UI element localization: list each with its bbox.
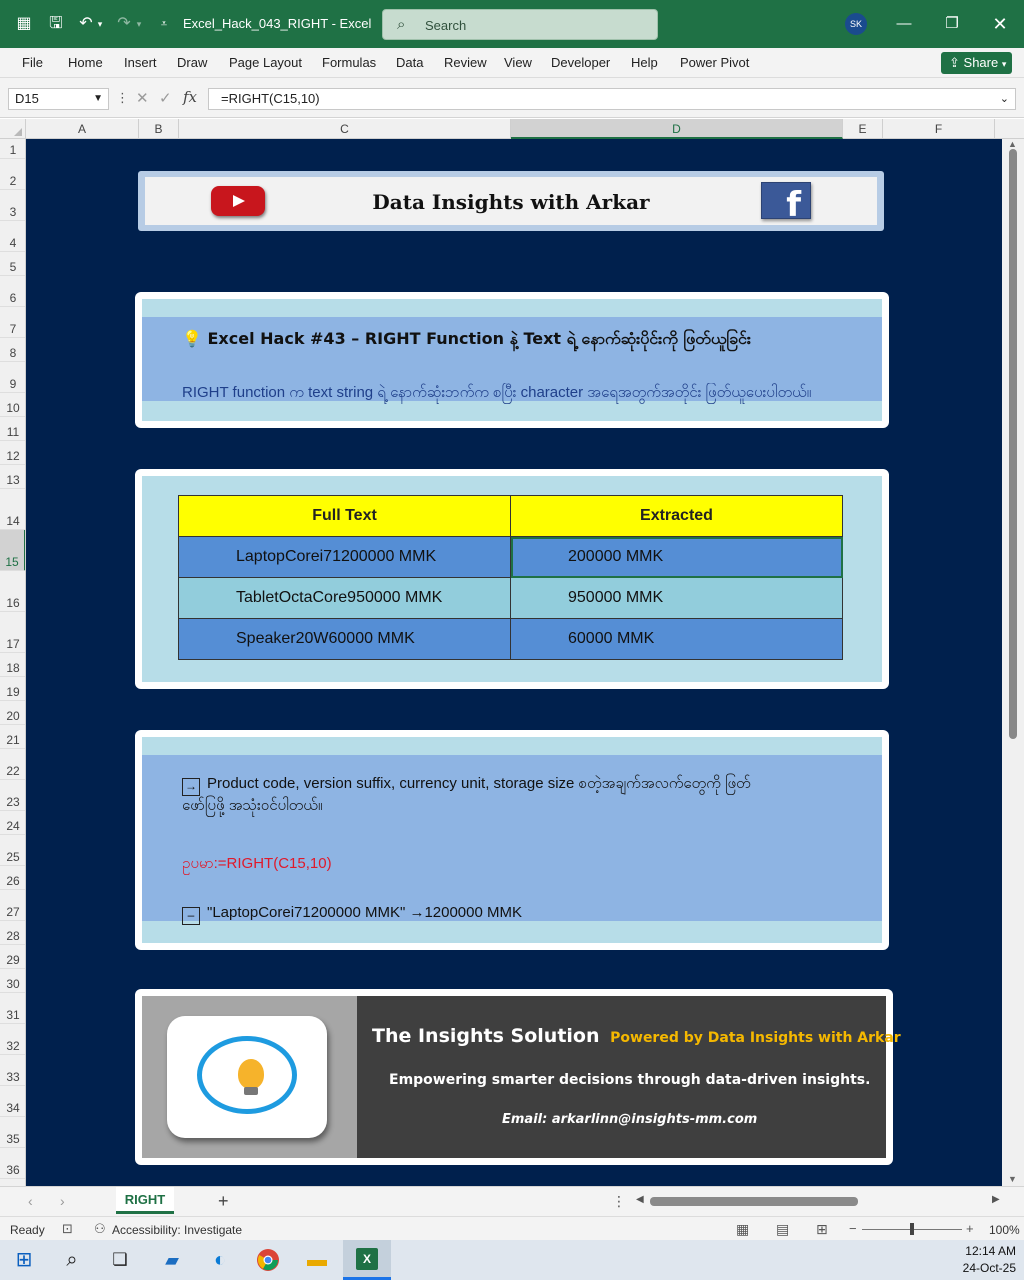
extracted-cell[interactable]: 950000 MMK: [511, 578, 843, 619]
horizontal-scroll-thumb[interactable]: [650, 1197, 858, 1206]
row-header-28[interactable]: 28: [0, 921, 26, 945]
tab-insert[interactable]: Insert: [124, 55, 157, 70]
lightbulb-logo-icon: [197, 1036, 297, 1114]
select-all-corner[interactable]: [0, 119, 26, 139]
title-bar: [0, 0, 1024, 48]
hack-title: [182, 328, 751, 352]
usage-result-text: "LaptopCorei71200000 MMK" →1200000 MMK: [207, 904, 522, 921]
share-button[interactable]: [941, 52, 1012, 74]
usage-text: Product code, version suffix, currency unit, storage size စတဲ့အချက်အလက်တွေကို ဖြတ်ဖော်ပြဖို့ အသုံးဝင်ပါတယ်။: [182, 775, 751, 814]
header-extracted[interactable]: Extracted: [511, 496, 843, 537]
tab-file[interactable]: File: [22, 55, 43, 70]
hack-card-inner: [142, 299, 882, 421]
tab-view[interactable]: View: [504, 55, 532, 70]
row-header-17[interactable]: 17: [0, 612, 26, 653]
footer-company-name: The Insights Solution: [372, 1025, 600, 1047]
row-header-2[interactable]: 2: [0, 159, 26, 190]
full-text-cell[interactable]: TabletOctaCore950000 MMK: [179, 578, 511, 619]
row-header-27[interactable]: 27: [0, 890, 26, 921]
full-text-cell[interactable]: LaptopCorei71200000 MMK: [179, 537, 511, 578]
row-header-34[interactable]: 34: [0, 1086, 26, 1117]
row-header-21[interactable]: 21: [0, 725, 26, 749]
row-header-31[interactable]: 31: [0, 993, 26, 1024]
file-manager-icon[interactable]: ▰: [165, 1250, 179, 1270]
excel-logo-icon: ▦: [16, 15, 32, 32]
share-label: Share: [963, 55, 999, 70]
row-header-3[interactable]: 3: [0, 190, 26, 221]
hack-description: RIGHT function က text string ရဲ့ နောက်ဆုံးဘက်က စပြီး character အရေအတွက်အတိုင်း ဖြတ်ယူပေးပါတယ်။: [182, 384, 812, 401]
table-row: [179, 619, 843, 660]
accessibility-status[interactable]: Accessibility: Investigate: [112, 1223, 243, 1237]
redo-dropdown-icon[interactable]: ▾: [136, 19, 142, 29]
formula-input[interactable]: [208, 88, 1016, 110]
clock-date: 24-Oct-25: [962, 1261, 1016, 1275]
row-header-12[interactable]: 12: [0, 441, 26, 465]
bulb-base: [244, 1087, 258, 1095]
worksheet[interactable]: [26, 139, 1002, 1186]
share-icon: ⇪: [949, 55, 960, 70]
windows-start-icon[interactable]: ⊞: [15, 1249, 33, 1271]
status-ready: Ready: [10, 1223, 45, 1237]
table-header-row: [179, 496, 843, 537]
column-headers: [0, 119, 1024, 139]
row-header-15[interactable]: 15: [0, 530, 26, 571]
row-header-23[interactable]: 23: [0, 780, 26, 811]
system-clock[interactable]: [963, 1243, 1016, 1277]
table-row: [179, 537, 843, 578]
row-header-7[interactable]: 7: [0, 307, 26, 338]
table-row: [179, 578, 843, 619]
tab-review[interactable]: Review: [444, 55, 487, 70]
row-header-29[interactable]: 29: [0, 945, 26, 969]
tab-draw[interactable]: Draw: [177, 55, 208, 70]
redo-icon[interactable]: ↷: [117, 15, 131, 32]
minimize-button[interactable]: —: [896, 15, 912, 32]
edge-browser-icon[interactable]: ◐: [213, 1249, 227, 1271]
vertical-scroll-thumb[interactable]: [1009, 149, 1017, 739]
row-header-32[interactable]: 32: [0, 1024, 26, 1055]
usage-example: ဥပမာ:=RIGHT(C15,10): [182, 855, 332, 872]
tab-formulas[interactable]: Formulas: [322, 55, 377, 70]
name-box[interactable]: [8, 88, 109, 110]
tab-power-pivot[interactable]: Power Pivot: [680, 55, 750, 70]
arrow-box-icon: →: [182, 778, 200, 796]
row-header-35[interactable]: 35: [0, 1117, 26, 1148]
bulb-shape: [238, 1059, 264, 1089]
share-caret-icon: ▾: [1001, 59, 1007, 69]
footer-company: [372, 1025, 901, 1047]
banner-inner: [145, 177, 877, 225]
sheet-tab-bar: [0, 1186, 1024, 1216]
cancel-icon[interactable]: ✕: [136, 90, 149, 107]
zoom-slider-thumb[interactable]: [910, 1223, 914, 1235]
example-table-card-inner: [142, 476, 882, 682]
row-header-26[interactable]: 26: [0, 866, 26, 890]
taskbar-search-icon[interactable]: ⌕: [66, 1249, 78, 1271]
row-header-6[interactable]: 6: [0, 276, 26, 307]
row-header-13[interactable]: 13: [0, 465, 26, 489]
header-banner: [138, 171, 884, 231]
column-header-f[interactable]: F: [883, 119, 995, 139]
extracted-cell[interactable]: 200000 MMK: [511, 537, 843, 578]
accessibility-icon[interactable]: ⚇: [94, 1221, 106, 1236]
undo-icon[interactable]: ↶: [79, 15, 93, 32]
column-header-e[interactable]: E: [843, 119, 883, 139]
document-title: Excel_Hack_043_RIGHT - Excel: [183, 16, 372, 31]
tab-data[interactable]: Data: [396, 55, 424, 70]
dash-box-icon: –: [182, 907, 200, 925]
sheet-tab-right[interactable]: RIGHT: [116, 1187, 174, 1214]
row-header-9[interactable]: 9: [0, 362, 26, 393]
customize-toolbar-icon[interactable]: ⩡: [160, 18, 168, 30]
enter-icon[interactable]: ✓: [159, 90, 172, 107]
normal-view-icon[interactable]: ▦: [736, 1221, 750, 1237]
full-text-cell[interactable]: Speaker20W60000 MMK: [179, 619, 511, 660]
row-header-1[interactable]: 1: [0, 139, 26, 159]
scroll-up-icon[interactable]: ▲: [1008, 139, 1017, 149]
facebook-icon[interactable]: f: [761, 182, 811, 219]
column-header-a[interactable]: A: [26, 119, 139, 139]
scroll-down-icon[interactable]: ▼: [1008, 1174, 1017, 1184]
footer-card: [135, 989, 901, 1165]
undo-dropdown-icon[interactable]: ▾: [97, 19, 103, 29]
vertical-scrollbar[interactable]: [1002, 139, 1024, 1186]
chrome-icon[interactable]: [254, 1246, 282, 1274]
header-full-text[interactable]: Full Text: [179, 496, 511, 537]
ribbon-tabs: [0, 48, 1024, 78]
close-button[interactable]: ✕: [992, 14, 1008, 34]
footer-logo-panel: [142, 996, 357, 1158]
insert-function-icon[interactable]: fx: [183, 88, 198, 106]
zoom-level[interactable]: 100%: [989, 1223, 1020, 1237]
row-header-4[interactable]: 4: [0, 221, 26, 252]
user-avatar[interactable]: SK: [845, 13, 867, 35]
row-header-33[interactable]: 33: [0, 1055, 26, 1086]
row-headers: [0, 139, 26, 1186]
row-header-10[interactable]: 10: [0, 393, 26, 417]
footer-text-panel: [357, 996, 901, 1158]
chevron-down-icon: ▼: [93, 93, 103, 104]
row-header-24[interactable]: 24: [0, 811, 26, 835]
excel-app-icon: X: [356, 1248, 378, 1270]
page-layout-view-icon[interactable]: ▤: [776, 1221, 790, 1237]
tab-developer[interactable]: Developer: [551, 55, 611, 70]
row-header-16[interactable]: 16: [0, 571, 26, 612]
search-icon: ⌕: [397, 16, 406, 33]
formula-text: =RIGHT(C15,10): [221, 91, 320, 106]
more-options-icon[interactable]: ⋮: [116, 90, 129, 105]
lightbulb-icon: 💡: [182, 329, 202, 348]
extracted-cell[interactable]: 60000 MMK: [511, 619, 843, 660]
banner-title: Data Insights with Arkar: [372, 190, 650, 214]
expand-formula-icon[interactable]: ⌄: [999, 93, 1009, 105]
row-header-5[interactable]: 5: [0, 252, 26, 276]
task-view-icon[interactable]: ❏: [112, 1250, 128, 1269]
row-header-14[interactable]: 14: [0, 489, 26, 530]
restore-button[interactable]: ❐: [945, 15, 959, 32]
tab-page-layout[interactable]: Page Layout: [229, 55, 303, 70]
excel-taskbar-icon[interactable]: [343, 1240, 391, 1280]
hack-title-text: Excel Hack #43 – RIGHT Function နဲ့ Text ရဲ့ နောက်ဆုံးပိုင်းကို ဖြတ်ယူခြင်း: [207, 329, 751, 348]
column-header-c[interactable]: C: [179, 119, 511, 139]
example-table-card: [135, 469, 889, 689]
add-sheet-icon[interactable]: +: [218, 1191, 229, 1211]
usage-card: [135, 730, 889, 950]
tab-home[interactable]: Home: [68, 55, 103, 70]
row-header-22[interactable]: 22: [0, 749, 26, 780]
next-sheet-icon[interactable]: ›: [60, 1193, 65, 1209]
windows-taskbar: [0, 1240, 1024, 1280]
row-header-19[interactable]: 19: [0, 677, 26, 701]
column-header-b[interactable]: B: [139, 119, 179, 139]
row-header-18[interactable]: 18: [0, 653, 26, 677]
tab-help[interactable]: Help: [631, 55, 658, 70]
hack-card: [135, 292, 889, 428]
zoom-in-icon[interactable]: +: [966, 1221, 974, 1236]
macro-record-icon[interactable]: ⊡: [62, 1221, 73, 1236]
zoom-out-icon[interactable]: −: [849, 1221, 857, 1236]
footer-powered-by: Powered by Data Insights with Arkar: [610, 1030, 901, 1046]
search-placeholder: Search: [425, 18, 467, 33]
page-break-view-icon[interactable]: ⊞: [816, 1221, 828, 1237]
row-header-20[interactable]: 20: [0, 701, 26, 725]
footer-tagline: Empowering smarter decisions through data-driven insights.: [389, 1072, 871, 1088]
tab-options-icon[interactable]: ⋮: [612, 1193, 626, 1209]
status-bar: [0, 1216, 1024, 1240]
usage-result: [182, 904, 522, 925]
scroll-right-icon[interactable]: ▶: [992, 1194, 1000, 1205]
clock-time: 12:14 AM: [965, 1244, 1016, 1258]
column-header-d[interactable]: D: [511, 119, 843, 139]
scroll-left-icon[interactable]: ◀: [636, 1194, 644, 1205]
file-explorer-icon[interactable]: ▬: [307, 1249, 327, 1271]
name-box-value: D15: [15, 91, 39, 106]
prev-sheet-icon[interactable]: ‹: [28, 1193, 33, 1209]
search-box[interactable]: [382, 9, 658, 40]
chrome-logo: [256, 1248, 280, 1272]
footer-email: Email: arkarlinn@insights-mm.com: [502, 1112, 758, 1127]
row-header-8[interactable]: 8: [0, 338, 26, 362]
usage-card-inner: [142, 737, 882, 943]
row-header-36[interactable]: 36: [0, 1148, 26, 1179]
usage-line: [182, 774, 782, 816]
insights-logo: [167, 1016, 327, 1138]
data-table: [178, 495, 843, 660]
row-header-30[interactable]: 30: [0, 969, 26, 993]
row-header-25[interactable]: 25: [0, 835, 26, 866]
formula-bar: [0, 78, 1024, 118]
row-header-11[interactable]: 11: [0, 417, 26, 441]
save-icon[interactable]: 🖫: [49, 15, 63, 32]
